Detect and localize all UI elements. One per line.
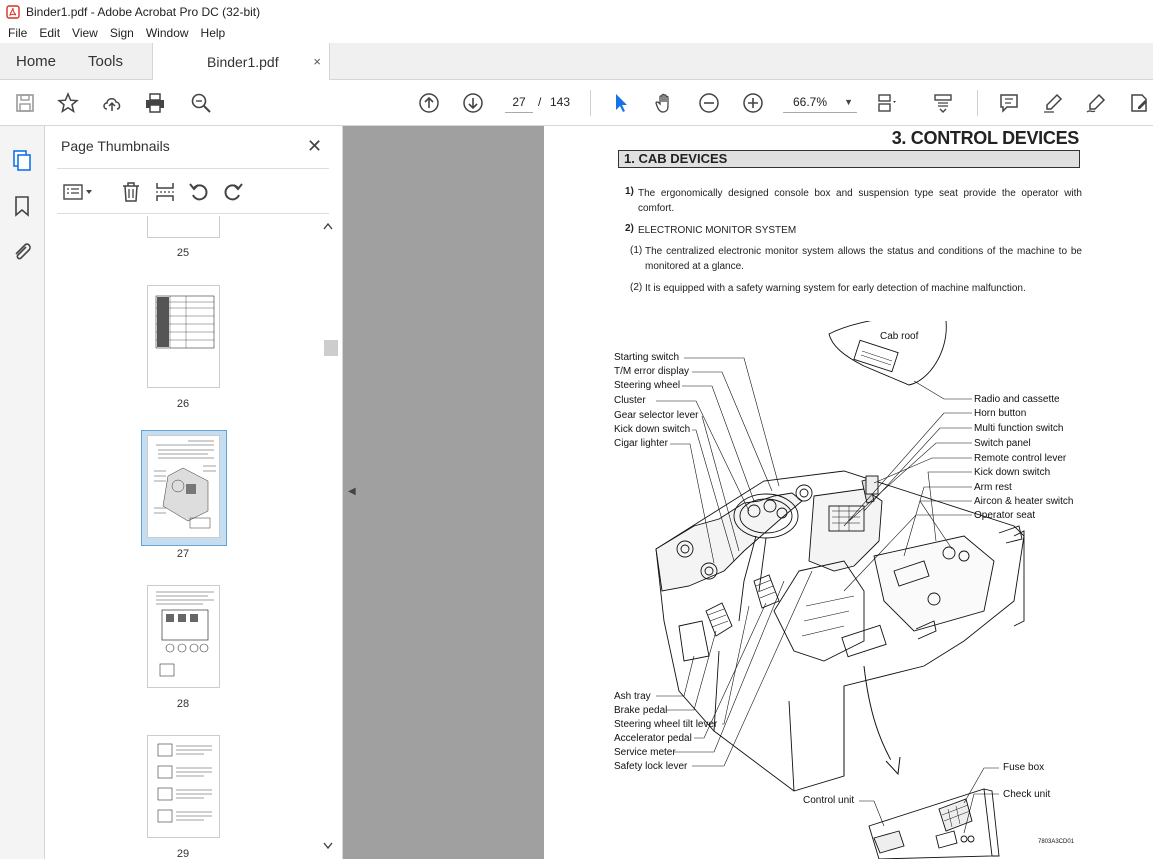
label-operator-seat: Operator seat <box>974 510 1036 521</box>
zoom-in-icon[interactable] <box>740 90 766 116</box>
label-starting-switch: Starting switch <box>614 352 680 363</box>
comment-icon[interactable] <box>996 90 1022 116</box>
thumbnail-list <box>45 216 343 859</box>
tab-home[interactable]: Home <box>16 53 57 70</box>
scroll-down-icon[interactable] <box>323 842 333 850</box>
item-number: (2) <box>630 282 643 293</box>
cab-devices-diagram <box>544 321 1153 859</box>
main-toolbar <box>0 80 1153 126</box>
label-steering-wheel-tilt-lever: Steering wheel tilt lever <box>614 719 718 730</box>
zoom-value: 66.7% <box>793 95 828 109</box>
label-multi-function-switch: Multi function switch <box>974 423 1064 434</box>
bookmark-star-icon[interactable] <box>55 90 81 116</box>
next-page-icon[interactable] <box>460 90 486 116</box>
page-separator: / <box>538 95 542 109</box>
label-cab-roof: Cab roof <box>880 331 919 342</box>
label-kick-down-switch-right: Kick down switch <box>974 467 1051 478</box>
thumbnail-label: 25 <box>176 247 190 259</box>
page-heading: 3. CONTROL DEVICES <box>891 128 1079 148</box>
thumbnail-page-29[interactable] <box>147 735 220 838</box>
options-menu-icon[interactable] <box>61 180 95 204</box>
search-zoom-icon[interactable] <box>188 90 214 116</box>
menu-edit[interactable]: Edit <box>39 26 61 40</box>
thumbnail-page-27[interactable] <box>147 435 220 538</box>
label-kick-down-switch: Kick down switch <box>614 424 691 435</box>
label-accelerator-pedal: Accelerator pedal <box>614 733 692 744</box>
sign-pen-icon[interactable] <box>1083 90 1109 116</box>
rotate-clockwise-icon[interactable] <box>221 180 245 204</box>
figure-code: 7803A3CD01 <box>1038 839 1075 845</box>
scroll-mode-icon[interactable] <box>930 90 956 116</box>
label-ash-tray: Ash tray <box>614 691 651 702</box>
page-display-icon[interactable] <box>874 90 900 116</box>
select-cursor-icon[interactable] <box>608 90 634 116</box>
menu-sign[interactable]: Sign <box>109 26 134 40</box>
label-control-unit: Control unit <box>803 795 855 806</box>
tab-bar <box>0 43 1153 80</box>
thumbnail-page-26[interactable] <box>147 285 220 388</box>
attachments-icon[interactable] <box>10 240 34 264</box>
label-steering-wheel: Steering wheel <box>614 380 681 391</box>
thumbnail-preview <box>148 586 221 689</box>
rotate-counterclockwise-icon[interactable] <box>187 180 211 204</box>
window-title: Binder1.pdf - Adobe Acrobat Pro DC (32-bit) <box>26 4 261 19</box>
acrobat-logo-icon <box>6 5 20 19</box>
save-icon[interactable] <box>12 90 38 116</box>
menu-view[interactable]: View <box>72 26 98 40</box>
bookmarks-icon[interactable] <box>10 194 34 218</box>
page-total: 143 <box>550 95 571 109</box>
scroll-up-icon[interactable] <box>323 222 333 230</box>
thumbnail-scrollbar[interactable] <box>321 216 335 859</box>
tab-tools[interactable]: Tools <box>88 53 124 70</box>
item-number: 1) <box>625 186 634 197</box>
label-horn-button: Horn button <box>974 408 1027 419</box>
thumbnail-preview <box>148 286 221 389</box>
label-service-meter: Service meter <box>614 747 676 758</box>
panel-title: Page Thumbnails <box>61 138 170 154</box>
pdf-page <box>544 126 1153 859</box>
thumbnail-label: 29 <box>176 848 190 859</box>
toolbar-divider <box>590 90 591 116</box>
tab-document-label: Binder1.pdf <box>207 54 279 70</box>
edit-document-icon[interactable] <box>1126 90 1152 116</box>
label-brake-pedal: Brake pedal <box>614 705 668 716</box>
item-text: It is equipped with a safety warning system for early detection of machine malfunction. <box>645 283 1026 294</box>
thumbnail-label: 26 <box>176 398 190 410</box>
delete-page-icon[interactable] <box>119 180 143 204</box>
hand-tool-icon[interactable] <box>652 90 678 116</box>
thumbnail-preview <box>148 736 221 839</box>
label-cigar-lighter: Cigar lighter <box>614 438 668 449</box>
thumbnail-page-28[interactable] <box>147 585 220 688</box>
section-title: 1. CAB DEVICES <box>618 150 1080 168</box>
tab-document[interactable] <box>152 43 330 81</box>
menu-bar <box>0 23 1153 43</box>
tab-close-icon[interactable]: × <box>313 54 321 69</box>
left-navigation-rail <box>0 126 45 859</box>
item-number: (1) <box>630 245 643 256</box>
item-text: ELECTRONIC MONITOR SYSTEM <box>638 225 797 236</box>
thumbnail-preview <box>148 436 221 539</box>
title-bar <box>0 0 1153 23</box>
page-thumbnails-icon[interactable] <box>10 148 34 172</box>
thumbnail-label: 27 <box>176 548 190 560</box>
insert-page-icon[interactable] <box>153 180 177 204</box>
menu-window[interactable]: Window <box>145 26 189 40</box>
scrollbar-thumb[interactable] <box>324 340 338 356</box>
highlight-pen-icon[interactable] <box>1040 90 1066 116</box>
label-safety-lock-lever: Safety lock lever <box>614 761 688 772</box>
label-fuse-box: Fuse box <box>1003 762 1045 773</box>
page-number-input[interactable]: 27 <box>505 91 533 113</box>
label-radio-cassette: Radio and cassette <box>974 394 1060 405</box>
label-remote-control-lever: Remote control lever <box>974 453 1067 464</box>
collapse-panel-icon[interactable]: ◀ <box>348 486 356 497</box>
document-viewer[interactable] <box>343 126 1153 859</box>
menu-help[interactable]: Help <box>200 26 226 40</box>
zoom-out-icon[interactable] <box>696 90 722 116</box>
zoom-level-select[interactable] <box>783 91 857 113</box>
label-gear-selector-lever: Gear selector lever <box>614 410 699 421</box>
label-arm-rest: Arm rest <box>974 482 1012 493</box>
item-text: The centralized electronic monitor system allows the status and conditions of the machine to be monitored at a glance. <box>645 246 1082 272</box>
label-switch-panel: Switch panel <box>974 438 1031 449</box>
upload-cloud-icon[interactable] <box>99 90 125 116</box>
thumbnail-toolbar <box>57 168 329 214</box>
label-tm-error-display: T/M error display <box>614 366 690 377</box>
menu-file[interactable]: File <box>8 26 28 40</box>
thumbnail-page-25[interactable] <box>147 216 220 238</box>
item-number: 2) <box>625 223 634 234</box>
print-icon[interactable] <box>142 90 168 116</box>
previous-page-icon[interactable] <box>416 90 442 116</box>
page-thumbnails-panel <box>45 126 343 859</box>
chevron-down-icon: ▼ <box>844 97 853 107</box>
label-aircon-heater-switch: Aircon & heater switch <box>974 496 1074 507</box>
thumbnail-label: 28 <box>176 698 190 710</box>
label-check-unit: Check unit <box>1003 789 1051 800</box>
toolbar-divider <box>977 90 978 116</box>
panel-close-icon[interactable]: ✕ <box>307 136 323 156</box>
item-text: The ergonomically designed console box and suspension type seat provide the operator with comfort. <box>638 188 1082 214</box>
label-cluster: Cluster <box>614 395 646 406</box>
